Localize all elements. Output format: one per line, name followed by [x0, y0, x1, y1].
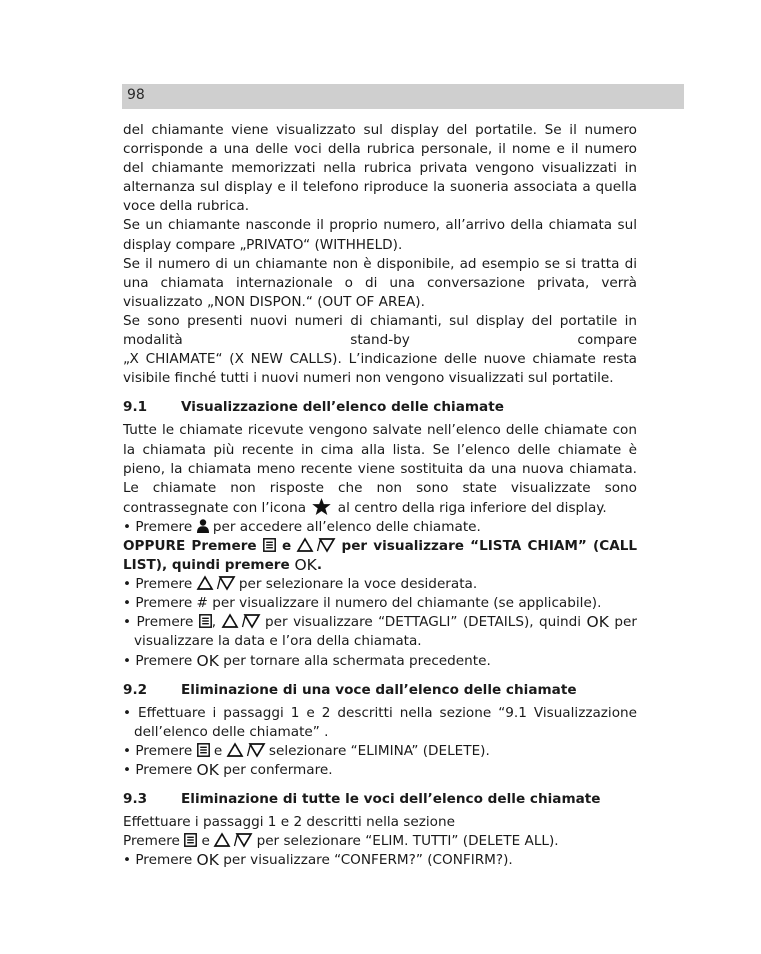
section-9-3-paragraph-1: Effettuare i passaggi 1 e 2 descritti nella sezione — [123, 814, 455, 831]
alternative-instruction: OPPURE Premere e per visualizzare “LISTA CHIAM” (CALL LIST), quindi premere OK. — [123, 537, 638, 575]
text: • Premere — [123, 742, 193, 759]
text: e — [213, 742, 223, 759]
bullet-go-back — [123, 652, 637, 671]
up-down-arrow-icon — [227, 743, 265, 757]
bullet-show-details: • Premere , per visualizzare “DETTAGLI” (DETAILS), quindi OK per visualizzare la data e l’ora della chiamata. — [123, 613, 637, 650]
section-9-3-heading — [123, 790, 637, 809]
bullet-open-call-list — [123, 518, 637, 537]
ok-key-icon: OK — [586, 613, 609, 632]
bullet-show-number: • Premere # per visualizzare il numero del chiamante (se applicabile). — [123, 595, 602, 612]
text: per accedere all’elenco delle chiamate. — [212, 518, 481, 535]
text: • Premere — [123, 762, 193, 778]
section-title: Visualizzazione dell’elenco delle chiamate — [181, 399, 504, 416]
up-down-arrow-icon — [214, 833, 252, 847]
text: Premere — [123, 833, 180, 850]
section-title: Eliminazione di tutte le voci dell’elenco delle chiamate — [181, 791, 601, 808]
section-number: 9.1 — [123, 399, 148, 416]
text: • Premere — [123, 518, 193, 535]
section-title: Eliminazione di una voce dall’elenco delle chiamate — [181, 681, 577, 698]
bullet-repeat-steps: • Effettuare i passaggi 1 e 2 descritti nella sezione “9.1 Visualizzazione dell’elenco delle chiamate” . — [123, 704, 637, 740]
text: • Premere — [123, 852, 193, 869]
text: per visualizzare la data e l’ora della chiamata. — [134, 614, 637, 650]
section-9-1-heading — [123, 398, 637, 417]
text: per visualizzare “DETTAGLI” (DETAILS), quindi — [265, 614, 582, 631]
text: e — [201, 833, 210, 850]
text: e — [281, 537, 292, 554]
text: • Premere — [123, 652, 193, 669]
up-down-arrow-icon — [197, 576, 235, 590]
bullet-confirm — [123, 761, 637, 780]
text: OPPURE Premere — [123, 537, 257, 554]
person-icon — [197, 519, 209, 533]
page-number: 98 — [127, 87, 145, 103]
text: per visualizzare “CONFERM?” (CONFIRM?). — [223, 852, 513, 869]
intro-paragraph-1: del chiamante viene visualizzato sul display del portatile. Se il numero corrisponde a una delle voci della rubrica personale, il nome e il numero del chiamante memorizzati nella rubrica privata vengono visualizzati in alternanza sul display e il telefono riproduce la suoneria associata a quella voce della rubrica. — [123, 122, 637, 215]
bullet-confirm-all — [123, 851, 637, 870]
section-9-2-heading — [123, 681, 637, 700]
text: per tornare alla schermata precedente. — [223, 652, 491, 669]
ok-key-icon: OK — [196, 851, 219, 870]
intro-paragraph-2: Se un chiamante nasconde il proprio numero, all’arrivo della chiamata sul display compare „PRIVATO“ (WITHHELD). — [123, 217, 637, 253]
section-9-3-paragraph-2 — [123, 832, 637, 851]
text: Tutte le chiamate ricevute vengono salvate nell’elenco delle chiamate con la chiamata più recente in cima alla lista. Se l’elenco delle chiamate è pieno, la chiamata meno recente viene sostituita da una nuova chiamata. Le chiamate non risposte che non sono state visualizzate sono contrassegnate con l’icona — [123, 422, 637, 516]
bullet-select-entry — [123, 575, 637, 594]
page-header-bar — [122, 84, 684, 109]
up-down-arrow-icon — [297, 538, 335, 552]
text: per visualizzare “LISTA CHIAM” (CALL LIST), quindi premere — [123, 537, 638, 574]
menu-key-icon — [263, 538, 276, 552]
intro-paragraph-4b: „X CHIAMATE“ (X NEW CALLS). L’indicazione delle nuove chiamate resta visibile finché tutti i nuovi numeri non vengono visualizzati sul portatile. — [123, 351, 637, 387]
section-number: 9.2 — [123, 681, 148, 698]
ok-key-icon: OK — [196, 761, 219, 779]
up-down-arrow-icon — [222, 614, 260, 628]
text: al centro della riga inferiore del display. — [337, 499, 607, 516]
section-number: 9.3 — [123, 791, 148, 808]
intro-paragraph-4a: Se sono presenti nuovi numeri di chiamanti, sul display del portatile in modalità stand-by compare — [123, 312, 637, 349]
text: per confermare. — [223, 762, 333, 778]
page-content — [123, 121, 637, 870]
text: selezionare “ELIMINA” (DELETE). — [268, 742, 490, 759]
ok-key-icon: OK — [196, 651, 219, 670]
ok-key-icon: OK — [294, 556, 317, 575]
text: • Premere — [123, 614, 194, 631]
section-9-1-paragraph — [123, 421, 637, 517]
text: per selezionare “ELIM. TUTTI” (DELETE ALL). — [256, 833, 559, 850]
menu-key-icon — [197, 743, 210, 757]
menu-key-icon — [199, 614, 212, 628]
text: • Premere — [123, 576, 193, 593]
bullet-select-delete — [123, 742, 637, 761]
intro-paragraph-3: Se il numero di un chiamante non è disponibile, ad esempio se si tratta di una chiamata internazionale o di una conversazione privata, verrà visualizzato „NON DISPON.“ (OUT OF AREA). — [123, 255, 637, 310]
menu-key-icon — [184, 833, 197, 847]
text: per selezionare la voce desiderata. — [238, 576, 478, 593]
star-icon — [312, 498, 331, 515]
